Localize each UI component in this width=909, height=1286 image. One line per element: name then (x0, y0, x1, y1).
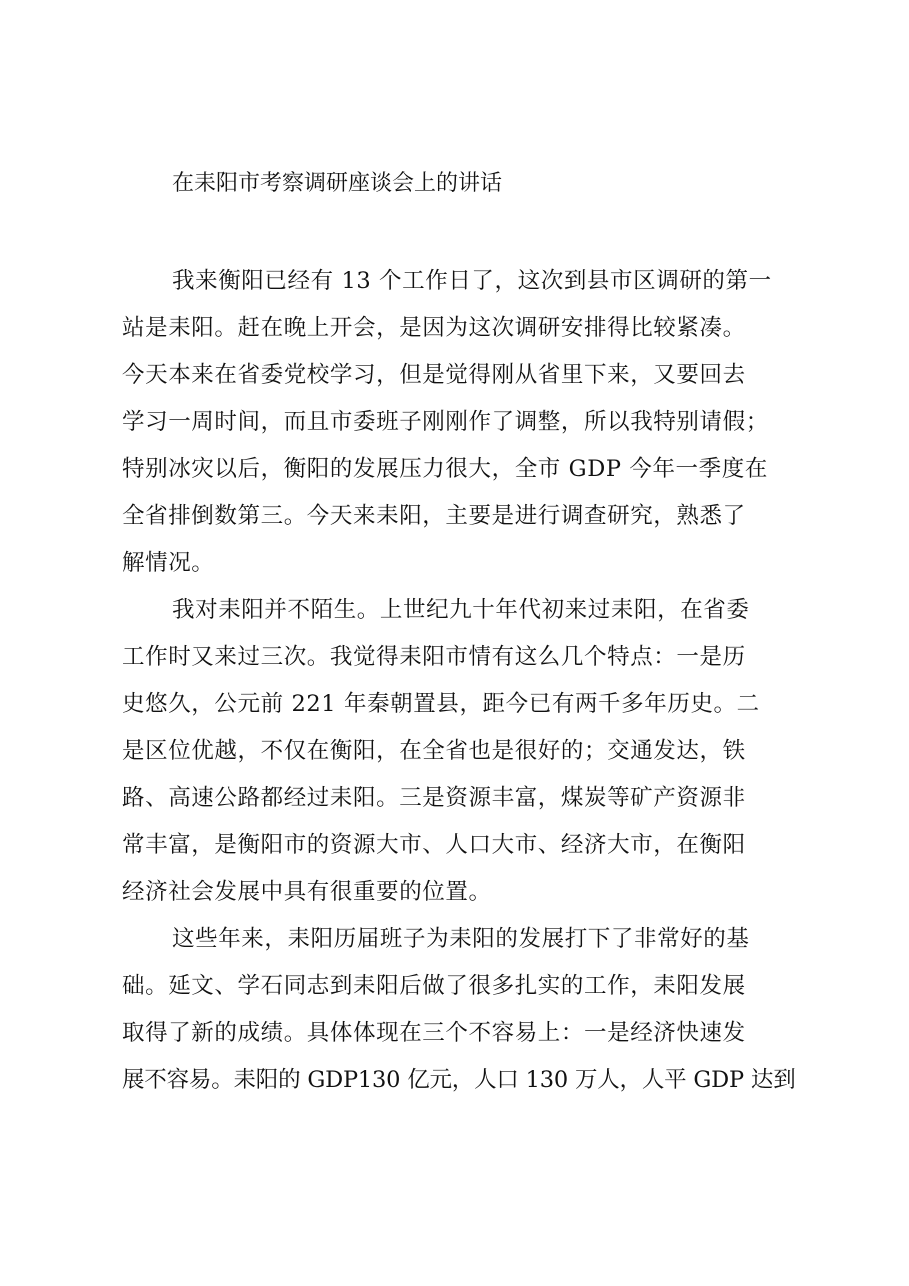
text-line: 站是耒阳。赶在晚上开会，是因为这次调研安排得比较紧凑。 (122, 315, 746, 341)
text-line: 取得了新的成绩。具体体现在三个不容易上：一是经济快速发 (122, 1020, 746, 1046)
text-line: 我来衡阳已经有 13 个工作日了，这次到县市区调研的第一 (172, 268, 772, 294)
text-line: 特别冰灾以后，衡阳的发展压力很大，全市 GDP 今年一季度在 (122, 456, 768, 482)
text-line: 路、高速公路都经过耒阳。三是资源丰富，煤炭等矿产资源非 (122, 785, 746, 811)
text-line: 今天本来在省委党校学习，但是觉得刚从省里下来，又要回去 (122, 362, 746, 388)
text-line: 学习一周时间，而且市委班子刚刚作了调整，所以我特别请假； (122, 409, 769, 435)
text-line: 础。延文、学石同志到耒阳后做了很多扎实的工作，耒阳发展 (122, 973, 746, 999)
text-line: 是区位优越，不仅在衡阳，在全省也是很好的；交通发达，铁 (122, 738, 746, 764)
text-line: 常丰富，是衡阳市的资源大市、人口大市、经济大市，在衡阳 (122, 832, 746, 858)
text-line: 解情况。 (122, 550, 215, 576)
text-line: 这些年来，耒阳历届班子为耒阳的发展打下了非常好的基 (172, 926, 750, 952)
text-line: 我对耒阳并不陌生。上世纪九十年代初来过耒阳，在省委 (172, 597, 750, 623)
text-line: 展不容易。耒阳的 GDP130 亿元，人口 130 万人，人平 GDP 达到 (122, 1067, 796, 1093)
document-title: 在耒阳市考察调研座谈会上的讲话 (172, 171, 503, 196)
text-line: 经济社会发展中具有很重要的位置。 (122, 879, 492, 905)
text-line: 史悠久，公元前 221 年秦朝置县，距今已有两千多年历史。二 (122, 691, 760, 717)
text-line: 全省排倒数第三。今天来耒阳，主要是进行调查研究，熟悉了 (122, 503, 746, 529)
text-line: 工作时又来过三次。我觉得耒阳市情有这么几个特点：一是历 (122, 644, 746, 670)
